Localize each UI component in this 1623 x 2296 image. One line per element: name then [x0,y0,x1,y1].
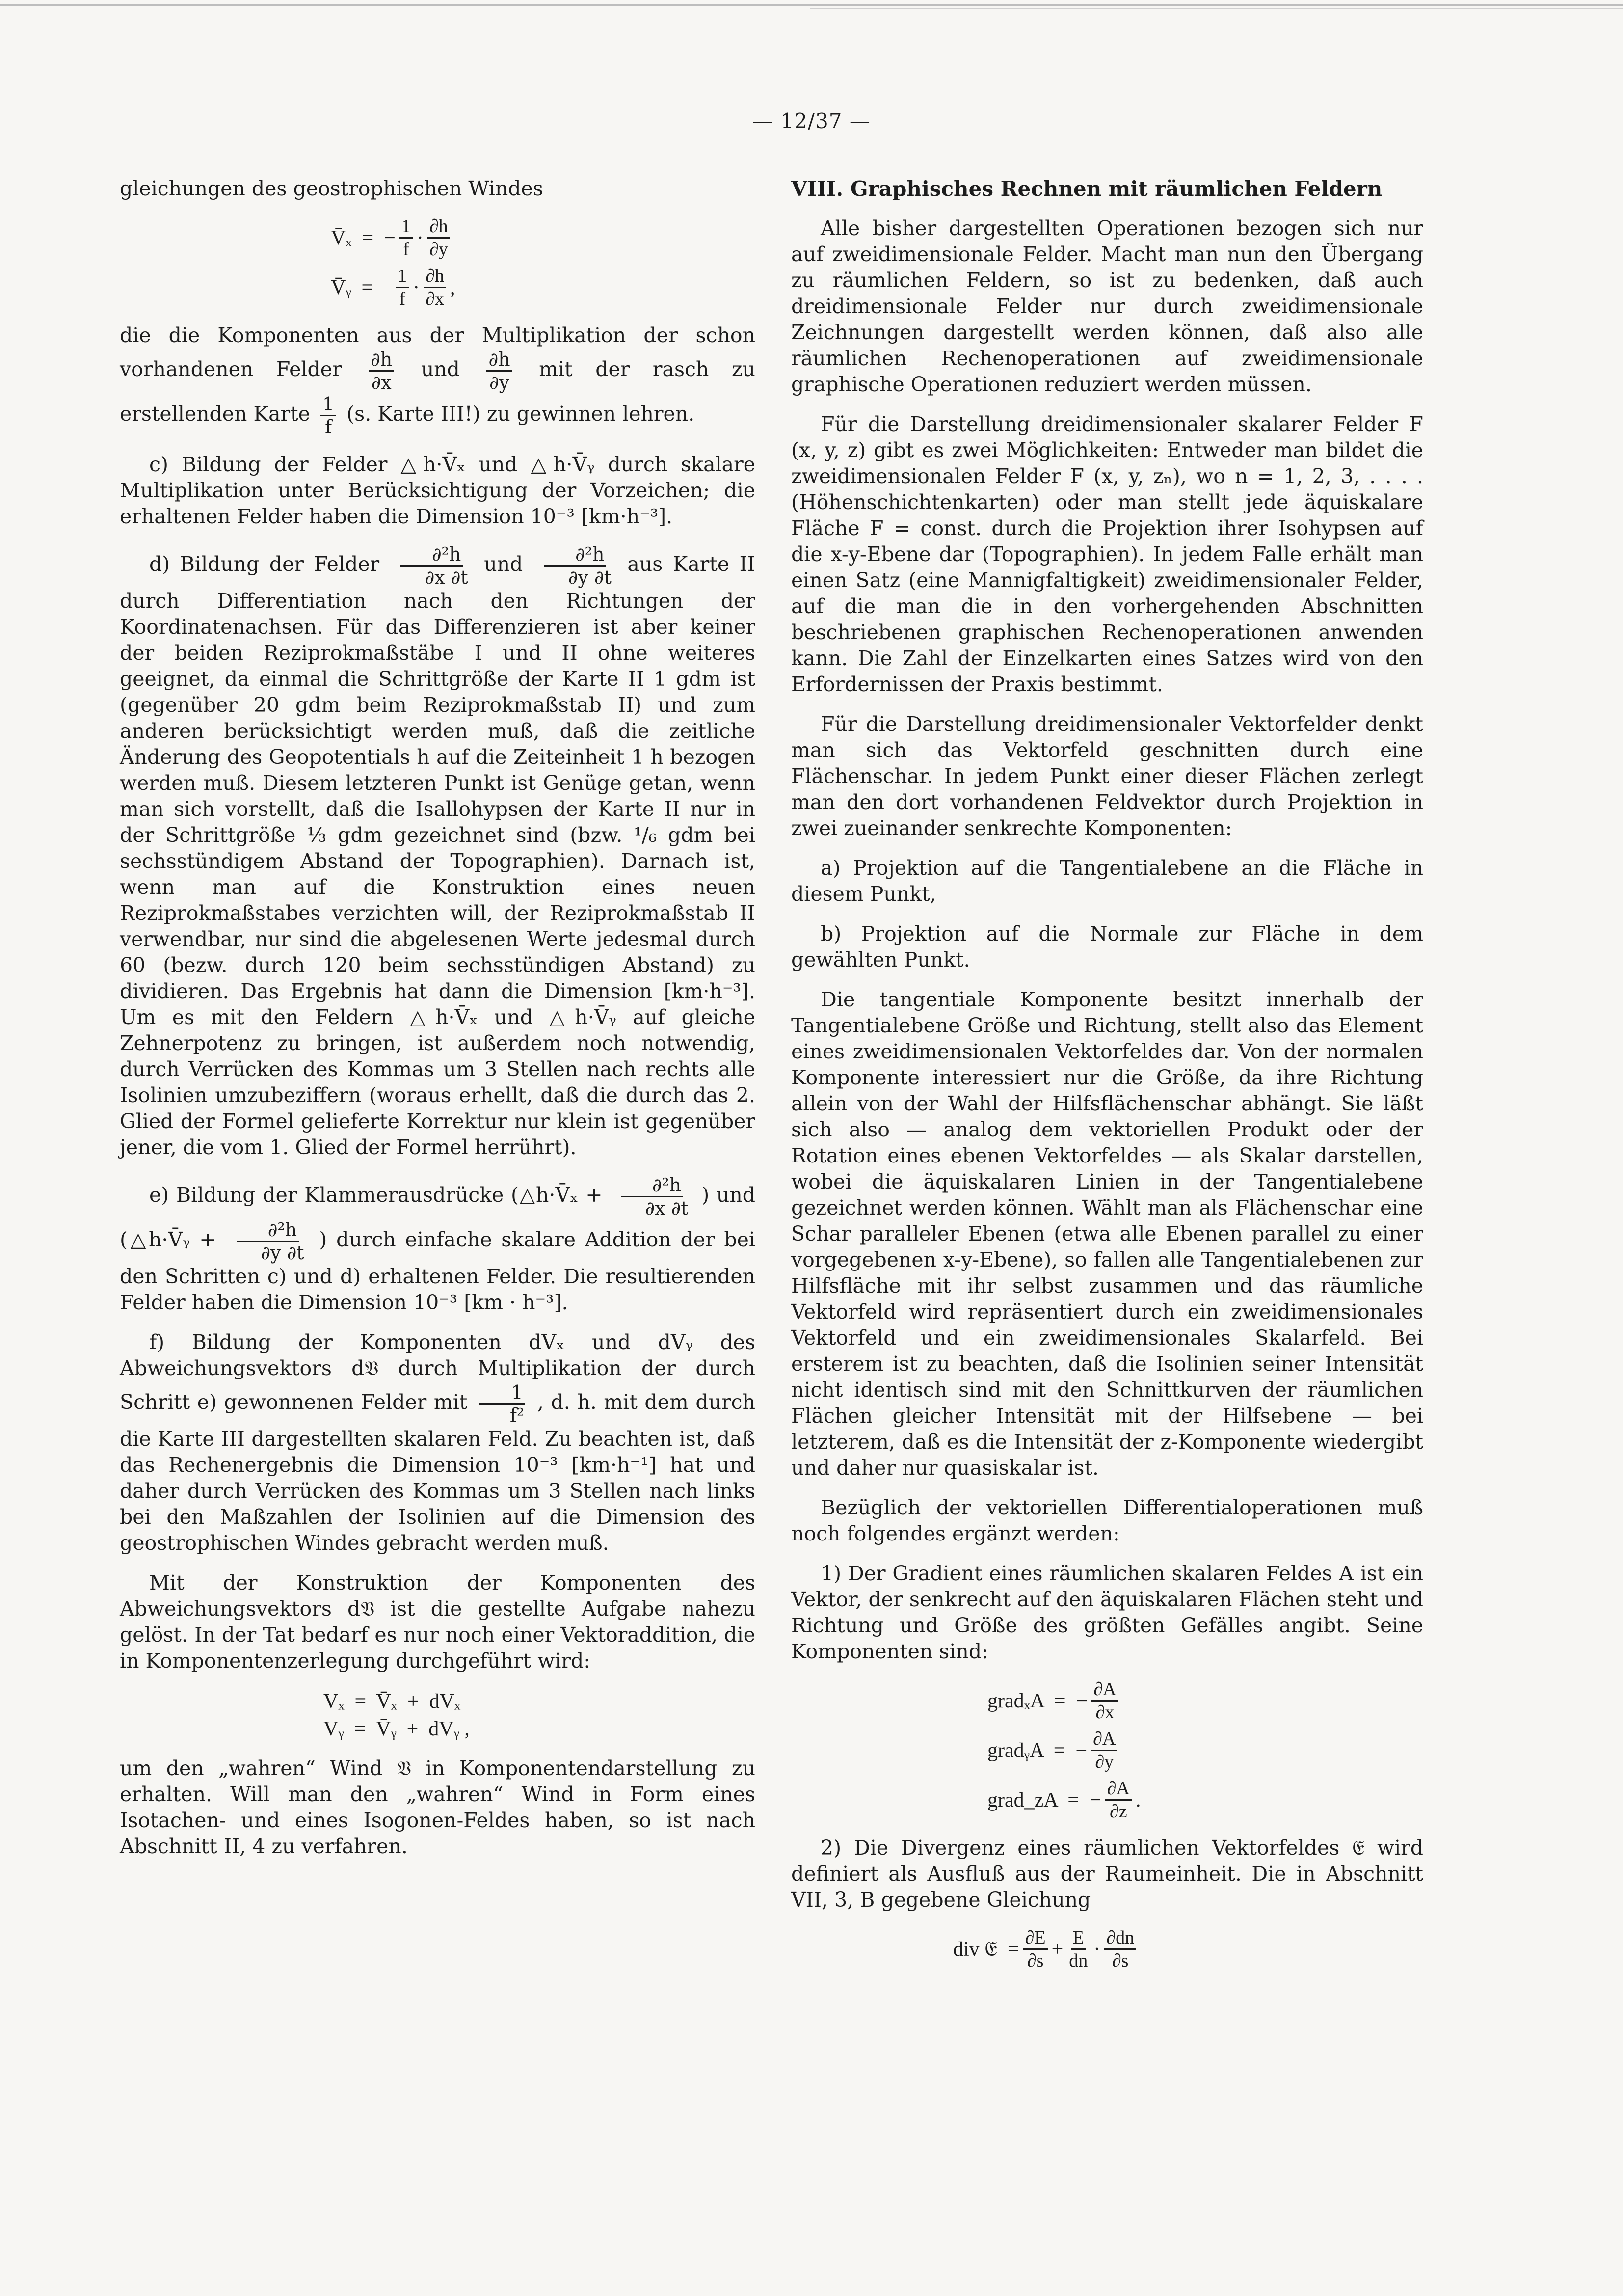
eq-vx-lhs: V̄ₓ = − [331,226,396,249]
equation-row-grad-y [987,1728,1423,1773]
paragraph-step-d [120,543,755,1161]
eq-vy-lhs: V̄ᵧ = [331,276,373,299]
fraction [399,216,413,260]
fraction [1091,1678,1118,1723]
numerator: ∂h [369,349,394,372]
paragraph-step-c: c) Bildung der Felder △h·V̄ₓ und △h·V̄ᵧ durch skalare Multiplikation unter Berücksichtigung der Vorzeichen; die erhaltenen Felder haben die Dimension 10⁻³ [km·h⁻³]. [120,453,755,528]
denominator: dn [1069,1950,1088,1971]
top-edge-line [0,4,1623,6]
fraction [537,543,613,588]
eq-dot: · [416,226,424,249]
denominator: ∂x ∂t [645,1197,689,1219]
eq-plus: + [1051,1938,1064,1961]
equation-row-grad-x [987,1678,1423,1723]
denominator: ∂s [1112,1950,1129,1971]
denominator: f [325,416,332,438]
denominator: ∂s [1027,1950,1044,1971]
denominator: ∂y ∂t [568,567,612,588]
fraction [479,1381,526,1426]
denominator: ∂y ∂t [261,1242,304,1264]
paragraph-step-f [120,1329,755,1556]
left-column [120,176,755,1873]
paragraph-vector-fields: Für die Darstellung dreidimensionaler Vektorfelder denkt man sich das Vektorfeld geschnitten durch eine Flächenschar. In jedem Punkt einer dieser Flächen zerlegt man den dort vorhandenen Feldvektor durch Projektion in zwei zueinander senkrechte Komponenten: [791,712,1423,840]
paragraph-vector-addition: Mit der Konstruktion der Komponenten des Abweichungsvektors d𝔙 ist die gestellte Aufgabe nahezu gelöst. In der Tat bedarf es nur noch einer Vektoraddition, die in Komponentenzerlegung durchgeführt wird: [120,1571,755,1673]
text-run: aus Karte II durch Differentiation nach den Richtungen der Koordinatenachsen. Für das Differenzieren ist aber keiner der beiden Reziprokmaßstäbe I und II ohne weiteres geeignet, da einmal die Schrittgröße der Karte II 1 gdm ist (gegenüber 20 gdm beim Reziprokmaßstab II) und zum anderen berücksichtigt werden muß, daß die zeitliche Änderung des Geopotentials h auf die Zeiteinheit 1 h bezogen werden muß. Diesem letzteren Punkt ist Genüge getan, wenn man sich vorstellt, daß die Isallohypsen der Karte II nur in der Schrittgröße ⅓ gdm gezeichnet sind (bzw. ¹/₆ gdm bei sechsstündigem Abstand der Topographien). Darnach ist, wenn man auf die Konstruktion eines neuen Reziprokmaßstabes verzichten will, der Reziprokmaßstab II verwendbar, nur sind die abgelesenen Werte jedesmal durch 60 (bezw. durch 120 beim sechsstündigen Abstand) zu dividieren. Das Ergebnis hat dann die Dimension [km·h⁻³]. Um es mit den Feldern △h·V̄ₓ und △h·V̄ᵧ auf gleiche Zehnerpotenz zu bringen, ist außerdem noch notwendig, durch Verrücken des Kommas um 3 Stellen nach rechts alle Isolinien umzubeziffern (woraus erhellt, daß die durch das 2. Glied der Formel gelieferte Korrektur nur klein ist gegenüber jener, die vom 1. Glied der Formel herrührt). [120,552,755,1159]
denominator: ∂x [371,372,392,393]
text-run: und [484,552,523,576]
paragraph-geostrophic-intro: gleichungen des geostrophischen Windes [120,177,543,200]
denominator: f [403,239,409,260]
paragraph-scalar-fields: Für die Darstellung dreidimensionaler skalarer Felder F (x, y, z) gibt es zwei Möglichkeiten: Entweder man bildet die zweidimensionalen Felder F (x, y, zₙ), wo n = 1, 2, 3, . . . . (Höhenschichtenkarten) oder man stellt jede äquiskalare Fläche F = const. durch die Projektion ihrer Isohypsen auf die x-y-Ebene dar (Topographien). In jedem Falle erhält man einen Satz (eine Mannigfaltigkeit) zweidimensionaler Felder, auf die man die in den vorhergehenden Abschnitten beschriebenen graphischen Rechenoperationen anwenden kann. Die Zahl der Einzelkarten eines Satzes wird von den Erfordernissen der Praxis bestimmt. [791,412,1423,696]
numerator: ∂A [1091,1728,1117,1751]
numerator: ∂h [424,265,446,288]
denominator: ∂y [489,372,510,393]
denominator: f [399,289,405,309]
fraction [486,349,512,393]
text-run: , d. h. mit dem durch die Karte III dargestellten skalaren Feld. Zu beachten ist, daß das Rechenergebnis die Dimension 10⁻³ [km·h⁻¹] hat und daher durch Verrücken des Kommas um 3 Stellen nach links bei den Maßzahlen der Isolinien auf die Dimension des geostrophischen Windes gebracht werden muß. [120,1390,755,1555]
fraction [427,216,450,260]
paragraph-step-e [120,1174,755,1316]
equation-row-vy [331,265,755,310]
fraction [320,393,336,438]
denominator: ∂z [1109,1801,1127,1822]
text-run: e) Bildung der Klammerausdrücke (△h·V̄ₓ + [149,1183,603,1207]
fraction [1105,1778,1132,1822]
numerator: ∂A [1105,1778,1132,1801]
eq-lhs: gradᵧA = − [987,1739,1088,1762]
paragraph-components-multiplication [120,323,755,438]
paragraph-projection-a: a) Projektion auf die Tangentialebene an die Fläche in diesem Punkt, [791,856,1423,906]
paragraph-gradient: 1) Der Gradient eines räumlichen skalaren Feldes A ist ein Vektor, der senkrecht auf den äquiskalaren Flächen steht und Richtung und Größe des größten Gefälles angibt. Seine Komponenten sind: [791,1562,1423,1663]
equation-row-vx [331,216,755,260]
numerator: 1 [479,1381,525,1405]
text-run: d) Bildung der Felder [149,552,380,576]
paragraph-divergence: 2) Die Divergenz eines räumlichen Vektorfeldes 𝔈 wird definiert als Ausfluß aus der Raumeinheit. Die in Abschnitt VII, 3, B gegebene Gleichung [791,1836,1423,1912]
numerator: E [1071,1927,1086,1950]
paragraph-true-wind: um den „wahren“ Wind 𝔙 in Komponentendarstellung zu erhalten. Will man den „wahren“ Wind in Form eines Isotachen- und eines Isogonen-Feldes haben, so ist nach Abschnitt II, 4 zu verfahren. [120,1756,755,1858]
denominator: ∂x [426,289,444,309]
right-column [791,176,1423,1984]
numerator: ∂²h [237,1219,299,1242]
numerator: ∂²h [621,1174,683,1197]
eq-lhs: gradₓA = − [987,1689,1088,1712]
equation-line-vy: Vᵧ = V̄ᵧ + dVᵧ , [323,1718,470,1740]
text-run: ) durch einfache skalare Addition der bei den Schritten c) und d) erhaltenen Felder. Die resultierenden Felder haben die Dimension 10⁻³ [km · h⁻³]. [120,1228,755,1314]
equation-geostrophic-wind [331,216,755,310]
eq-dot: · [413,276,420,299]
fraction [229,1219,306,1264]
paragraph-tangential-component: Die tangentiale Komponente besitzt innerhalb der Tangentialebene Größe und Richtung, stellt also das Element eines zweidimensionalen Vektorfeldes dar. Von der normalen Komponente interessiert nur die Größe, da ihre Richtung allein von der Wahl der Hilfsflächenschar abhängt. Sie läßt sich also — analog dem vektoriellen Produkt oder der Rotation eines ebenen Vektorfeldes — als Skalar darstellen, wobei die äquiskalaren Linien in der Tangentialebene gezeichnet werden können. Wählt man als Flächenschar eine Schar paralleler Ebenen (etwa alle Ebenen parallel zu einer vorgegebenen x-y-Ebene), so fallen alle Tangentialebenen zur Hilfsfläche mit ihr selbst zusammen und das räumliche Vektorfeld wird repräsentiert durch ein zweidimensionales Vektorfeld und ein zweidimensionales Skalarfeld. Bei ersterem ist zu beachten, daß die Isolinien seiner Intensität nicht identisch sind mit den Schnittkurven der räumlichen Flächen gleicher Intensität mit der Hilfsebene — bei letzterem, daß es die Intensität der z-Komponente wiedergibt und daher nur quasiskalar ist. [791,988,1423,1480]
fraction [1104,1927,1136,1972]
paragraph-differential-ops: Bezüglich der vektoriellen Differentialoperationen muß noch folgendes ergänzt werden: [791,1496,1423,1545]
eq-dot: · [1093,1938,1101,1961]
denominator: ∂y [429,239,448,260]
numerator: ∂E [1023,1927,1048,1950]
numerator: ∂dn [1104,1927,1136,1950]
denominator: f² [509,1405,525,1426]
numerator: ∂h [486,349,512,372]
equation-row-grad-z [987,1778,1423,1822]
numerator: ∂²h [400,543,463,567]
paragraph-intro-3d: Alle bisher dargestellten Operationen bezogen sich nur auf zweidimensionale Felder. Macht man nun den Übergang zu räumlichen Feldern, so ist zu bedenken, daß auch dreidimensionale Felder nur durch zweidimensionale Zeichnungen dargestellt werden können, daß also alle räumlichen Rechenoperationen auf zweidimensionale graphische Operationen reduziert werden müssen. [791,216,1423,396]
equation-row-div [953,1927,1423,1972]
denominator: ∂x [1095,1702,1115,1723]
equation-true-wind [323,1688,755,1743]
fraction [369,349,394,393]
fraction [396,265,409,310]
numerator: 1 [399,216,413,239]
eq-lhs: div 𝔈 = [953,1938,1019,1961]
fraction [1091,1728,1117,1773]
fraction [1067,1927,1090,1972]
eq-lhs: grad_zA = − [987,1788,1101,1811]
fraction [424,265,446,310]
text-run: mit der rasch zu erstellenden Karte [120,357,755,426]
text-run: die die Komponenten aus der Multiplikation der schon vorhandenen Felder [120,324,755,381]
section-heading: VIII. Graphisches Rechnen mit räumlichen Feldern [791,177,1383,201]
equation-line-vx: Vₓ = V̄ₓ + dVₓ [323,1690,461,1713]
top-edge-line-right [810,8,1623,9]
page-number: — 12/37 — [752,109,871,133]
denominator: ∂x ∂t [425,567,468,588]
paragraph-projection-b: b) Projektion auf die Normale zur Fläche in dem gewählten Punkt. [791,922,1423,972]
text-run: ) und (△h·V̄ᵧ + [120,1183,755,1251]
text-run: f) Bildung der Komponenten dVₓ und dVᵧ des Abweichungsvektors d𝔙 durch Multiplikation der durch Schritt e) gewonnenen Felder mit [120,1330,755,1414]
numerator: ∂h [427,216,450,239]
numerator: 1 [396,265,409,288]
equation-divergence [953,1927,1423,1972]
eq-period: . [1135,1788,1141,1811]
numerator: ∂A [1091,1678,1118,1702]
fraction [1023,1927,1048,1972]
eq-comma: , [450,276,455,299]
fraction [613,1174,690,1219]
text-run: (s. Karte III!) zu gewinnen lehren. [346,402,695,426]
numerator: 1 [320,393,336,416]
denominator: ∂y [1095,1752,1114,1772]
numerator: ∂²h [544,543,606,567]
fraction [394,543,470,588]
equation-gradient [987,1678,1423,1822]
text-run: und [421,357,460,381]
